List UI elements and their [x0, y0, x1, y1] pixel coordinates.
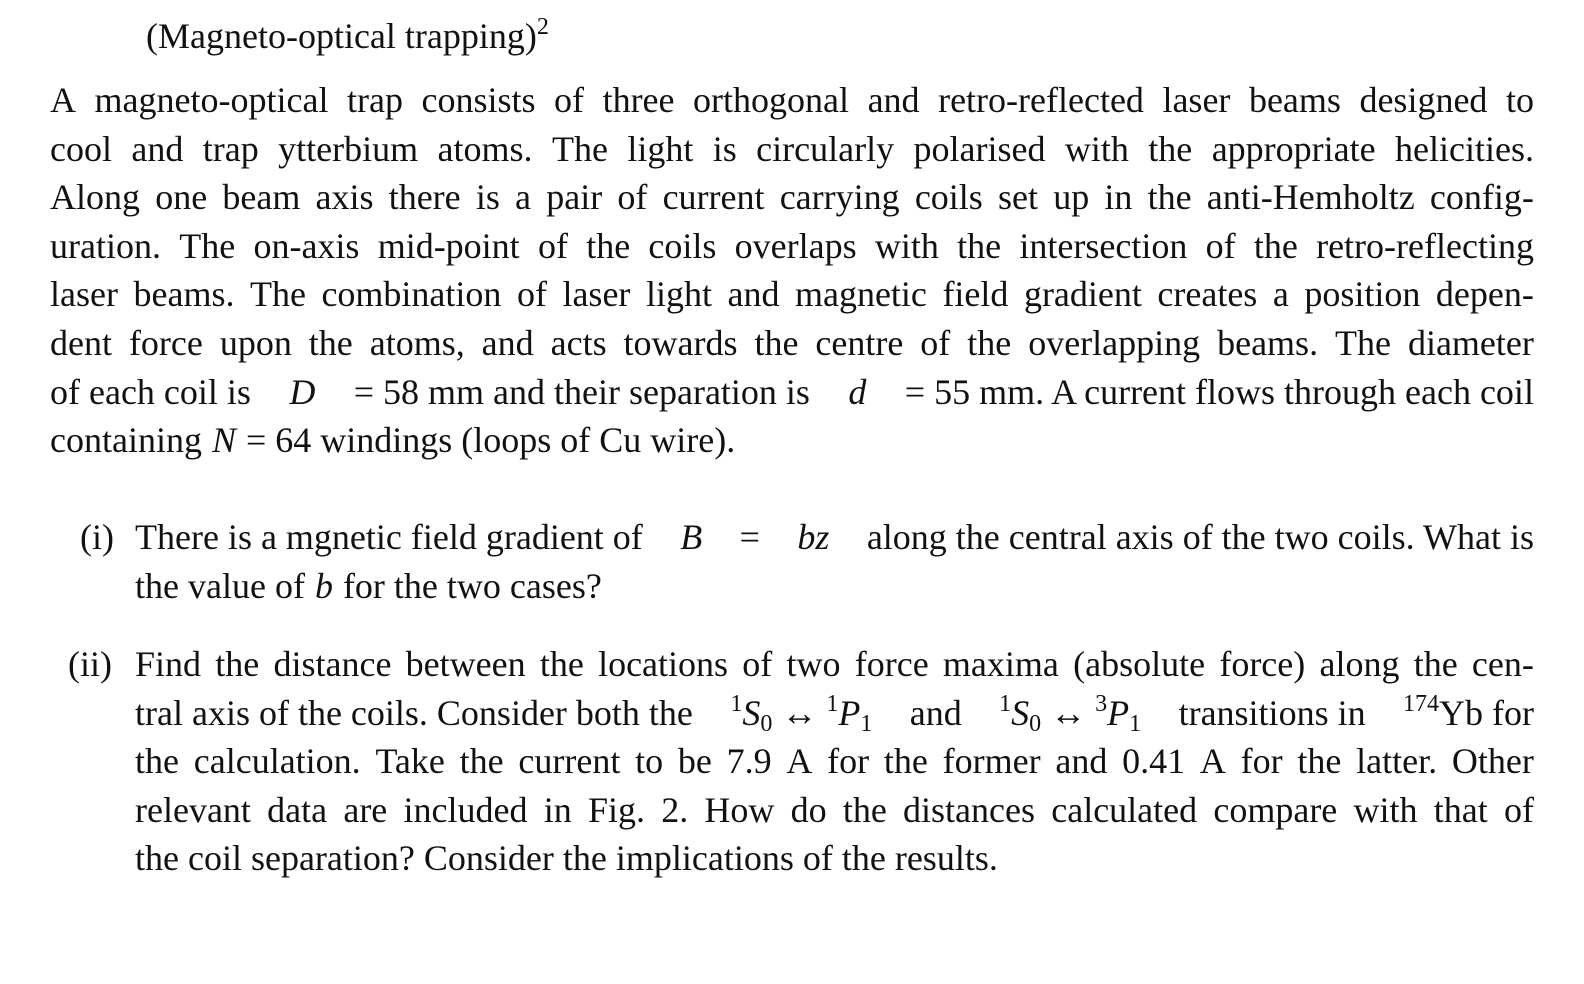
- word: The: [1335, 322, 1391, 363]
- word: implications: [615, 838, 794, 879]
- word: Other: [1451, 741, 1534, 782]
- word: axis: [315, 177, 374, 218]
- word: the: [135, 741, 179, 782]
- word: ytterbium: [278, 128, 419, 169]
- word: cen-: [1471, 644, 1534, 684]
- word: config-: [1429, 177, 1534, 218]
- question-i-label: (i): [80, 517, 114, 557]
- word: acts: [550, 322, 607, 363]
- word: to: [635, 741, 664, 782]
- word: gradient: [1023, 274, 1142, 315]
- word: laser: [50, 274, 118, 315]
- word: with: [1064, 128, 1129, 169]
- word: (absolute: [1073, 644, 1206, 684]
- word: helicities.: [1395, 128, 1534, 169]
- word: the: [1253, 225, 1298, 266]
- word: beams.: [1217, 322, 1319, 363]
- word: The: [249, 274, 306, 315]
- word: 2.: [661, 789, 689, 830]
- word: the: [539, 644, 584, 684]
- word: results.: [894, 838, 998, 879]
- word: for: [1240, 741, 1283, 782]
- word: The: [551, 128, 608, 169]
- word: appropriate: [1211, 128, 1376, 169]
- intro-line: [50, 319, 1534, 368]
- word: with: [1353, 789, 1418, 830]
- intro-line-coil-dimensions: of each coil is D = 58 mm and their separation is d = 55 mm. A current flows through each coil: [50, 371, 1534, 412]
- word: latter.: [1356, 741, 1438, 782]
- word: coils: [914, 177, 983, 218]
- word: the: [1297, 741, 1342, 782]
- word: Fig.: [587, 789, 645, 830]
- word: and: [867, 80, 920, 120]
- word: force: [128, 322, 203, 363]
- word: the: [215, 644, 260, 684]
- word: consists: [421, 80, 536, 120]
- word: for: [827, 741, 870, 782]
- word: locations: [598, 644, 729, 684]
- word: of: [920, 322, 951, 363]
- word: between: [405, 644, 526, 684]
- question-ii-line: [135, 834, 1534, 883]
- word: to: [1505, 80, 1534, 120]
- word: and: [1055, 741, 1108, 782]
- word: A: [1199, 741, 1226, 782]
- word: atoms.: [437, 128, 533, 169]
- word: Find: [135, 644, 202, 684]
- word: beams.: [133, 274, 235, 315]
- word: of: [1205, 225, 1236, 266]
- intro-line: [50, 222, 1534, 271]
- word: a: [1272, 274, 1289, 315]
- word: that: [1433, 789, 1488, 830]
- word: is: [712, 128, 737, 169]
- word: the: [1147, 177, 1192, 218]
- word: data: [267, 789, 328, 830]
- word: in: [543, 789, 572, 830]
- word: two: [786, 644, 841, 684]
- word: in: [1104, 177, 1133, 218]
- word: are: [343, 789, 388, 830]
- word: calculated: [1051, 789, 1198, 830]
- word: of: [1503, 789, 1534, 830]
- word: the: [586, 225, 631, 266]
- word: atoms,: [369, 322, 465, 363]
- word: relevant: [135, 789, 251, 830]
- word: be: [677, 741, 712, 782]
- word: with: [874, 225, 939, 266]
- word: one: [155, 177, 208, 218]
- word: the: [562, 838, 607, 879]
- question-ii-line: [135, 786, 1534, 835]
- word: current: [518, 741, 621, 782]
- problem-title: (Magneto-optical trapping)$^2$: [146, 14, 549, 56]
- word: beam: [222, 177, 301, 218]
- word: laser: [1162, 80, 1231, 120]
- word: the: [308, 322, 353, 363]
- word: magneto-optical: [94, 80, 329, 120]
- word: creates: [1157, 274, 1258, 315]
- word: retro-reflecting: [1316, 225, 1534, 266]
- title-footnote-marker: 2: [536, 14, 549, 40]
- intro-line-windings: containing N = 64 windings (loops of Cu wire).: [50, 420, 736, 461]
- word: field: [942, 274, 1009, 315]
- word: beams: [1248, 80, 1341, 120]
- question-ii-line-transitions: tral axis of the coils. Consider both the $^1S_0$ ↔ $^1P_1$ and $^1S_0$ ↔ $^3P_1$ transitions in $^{174}$Yb for: [135, 690, 1534, 737]
- word: dent: [50, 322, 112, 363]
- word: included: [403, 789, 528, 830]
- word: How: [704, 789, 775, 830]
- question-i-text: [135, 513, 1534, 610]
- word: intersection: [1019, 225, 1188, 266]
- word: the: [967, 322, 1012, 363]
- word: magnetic: [794, 274, 927, 315]
- word: designed: [1359, 80, 1488, 120]
- question-ii-line: [135, 737, 1534, 786]
- word: mid-point: [377, 225, 520, 266]
- word: Along: [50, 177, 140, 218]
- word: the: [459, 741, 504, 782]
- question-i-line: the value of b for the two cases?: [135, 565, 602, 606]
- word: uration.: [50, 225, 161, 266]
- word: anti-Hemholtz: [1206, 177, 1415, 218]
- word: maxima: [942, 644, 1059, 684]
- word: set: [998, 177, 1038, 218]
- word: overlapping: [1028, 322, 1201, 363]
- word: combination: [321, 274, 502, 315]
- word: distance: [273, 644, 392, 684]
- word: of: [742, 644, 773, 684]
- word: along: [1319, 644, 1400, 684]
- word: of: [537, 225, 568, 266]
- word: do: [790, 789, 827, 830]
- word: The: [179, 225, 236, 266]
- question-i-line: There is a mgnetic field gradient of B = bz along the central axis of the two coils. What is: [135, 517, 1534, 557]
- word: is: [475, 177, 500, 218]
- word: centre: [815, 322, 904, 363]
- word: upon: [219, 322, 292, 363]
- word: carrying: [779, 177, 900, 218]
- word: diameter: [1407, 322, 1534, 363]
- word: there: [388, 177, 461, 218]
- word: position: [1304, 274, 1421, 315]
- question-ii-label: (ii): [68, 644, 112, 684]
- word: retro-reflected: [938, 80, 1144, 120]
- question-ii-line: [135, 640, 1534, 689]
- word: the: [842, 789, 887, 830]
- word: the: [1413, 644, 1458, 684]
- word: distances: [903, 789, 1036, 830]
- word: and: [727, 274, 780, 315]
- word: the: [1148, 128, 1193, 169]
- word: three: [602, 80, 675, 120]
- word: and: [481, 322, 534, 363]
- word: Take: [375, 741, 445, 782]
- word: force: [854, 644, 929, 684]
- word: circularly: [756, 128, 895, 169]
- word: coil: [187, 838, 242, 879]
- word: compare: [1213, 789, 1338, 830]
- word: towards: [623, 322, 738, 363]
- word: the: [135, 838, 179, 879]
- word: pair: [546, 177, 603, 218]
- word: of: [516, 274, 547, 315]
- word: current: [662, 177, 765, 218]
- intro-paragraph: [50, 76, 1534, 465]
- word: polarised: [913, 128, 1046, 169]
- word: trap: [202, 128, 259, 169]
- word: 7.9: [726, 741, 772, 782]
- word: depen-: [1435, 274, 1534, 315]
- question-ii-text: [135, 640, 1534, 883]
- word: of: [617, 177, 648, 218]
- word: a: [515, 177, 532, 218]
- word: the: [841, 838, 886, 879]
- word: light: [645, 274, 712, 315]
- intro-line: [50, 173, 1534, 222]
- word: cool: [50, 128, 112, 169]
- word: light: [627, 128, 694, 169]
- word: Consider: [423, 838, 554, 879]
- word: trap: [346, 80, 403, 120]
- word: orthogonal: [693, 80, 850, 120]
- word: separation?: [250, 838, 415, 879]
- word: overlaps: [734, 225, 857, 266]
- word: coils: [648, 225, 717, 266]
- word: up: [1053, 177, 1090, 218]
- word: 0.41: [1122, 741, 1186, 782]
- word: and: [131, 128, 184, 169]
- intro-line: [50, 125, 1534, 174]
- word: former: [942, 741, 1041, 782]
- word: A: [786, 741, 813, 782]
- intro-line: [50, 76, 1534, 125]
- intro-line: [50, 270, 1534, 319]
- word: of: [554, 80, 585, 120]
- word: laser: [562, 274, 631, 315]
- word: the: [883, 741, 928, 782]
- word: on-axis: [253, 225, 360, 266]
- word: the: [957, 225, 1002, 266]
- word: force): [1219, 644, 1306, 684]
- word: A: [50, 80, 76, 120]
- word: of: [802, 838, 833, 879]
- word: the: [754, 322, 799, 363]
- word: calculation.: [193, 741, 361, 782]
